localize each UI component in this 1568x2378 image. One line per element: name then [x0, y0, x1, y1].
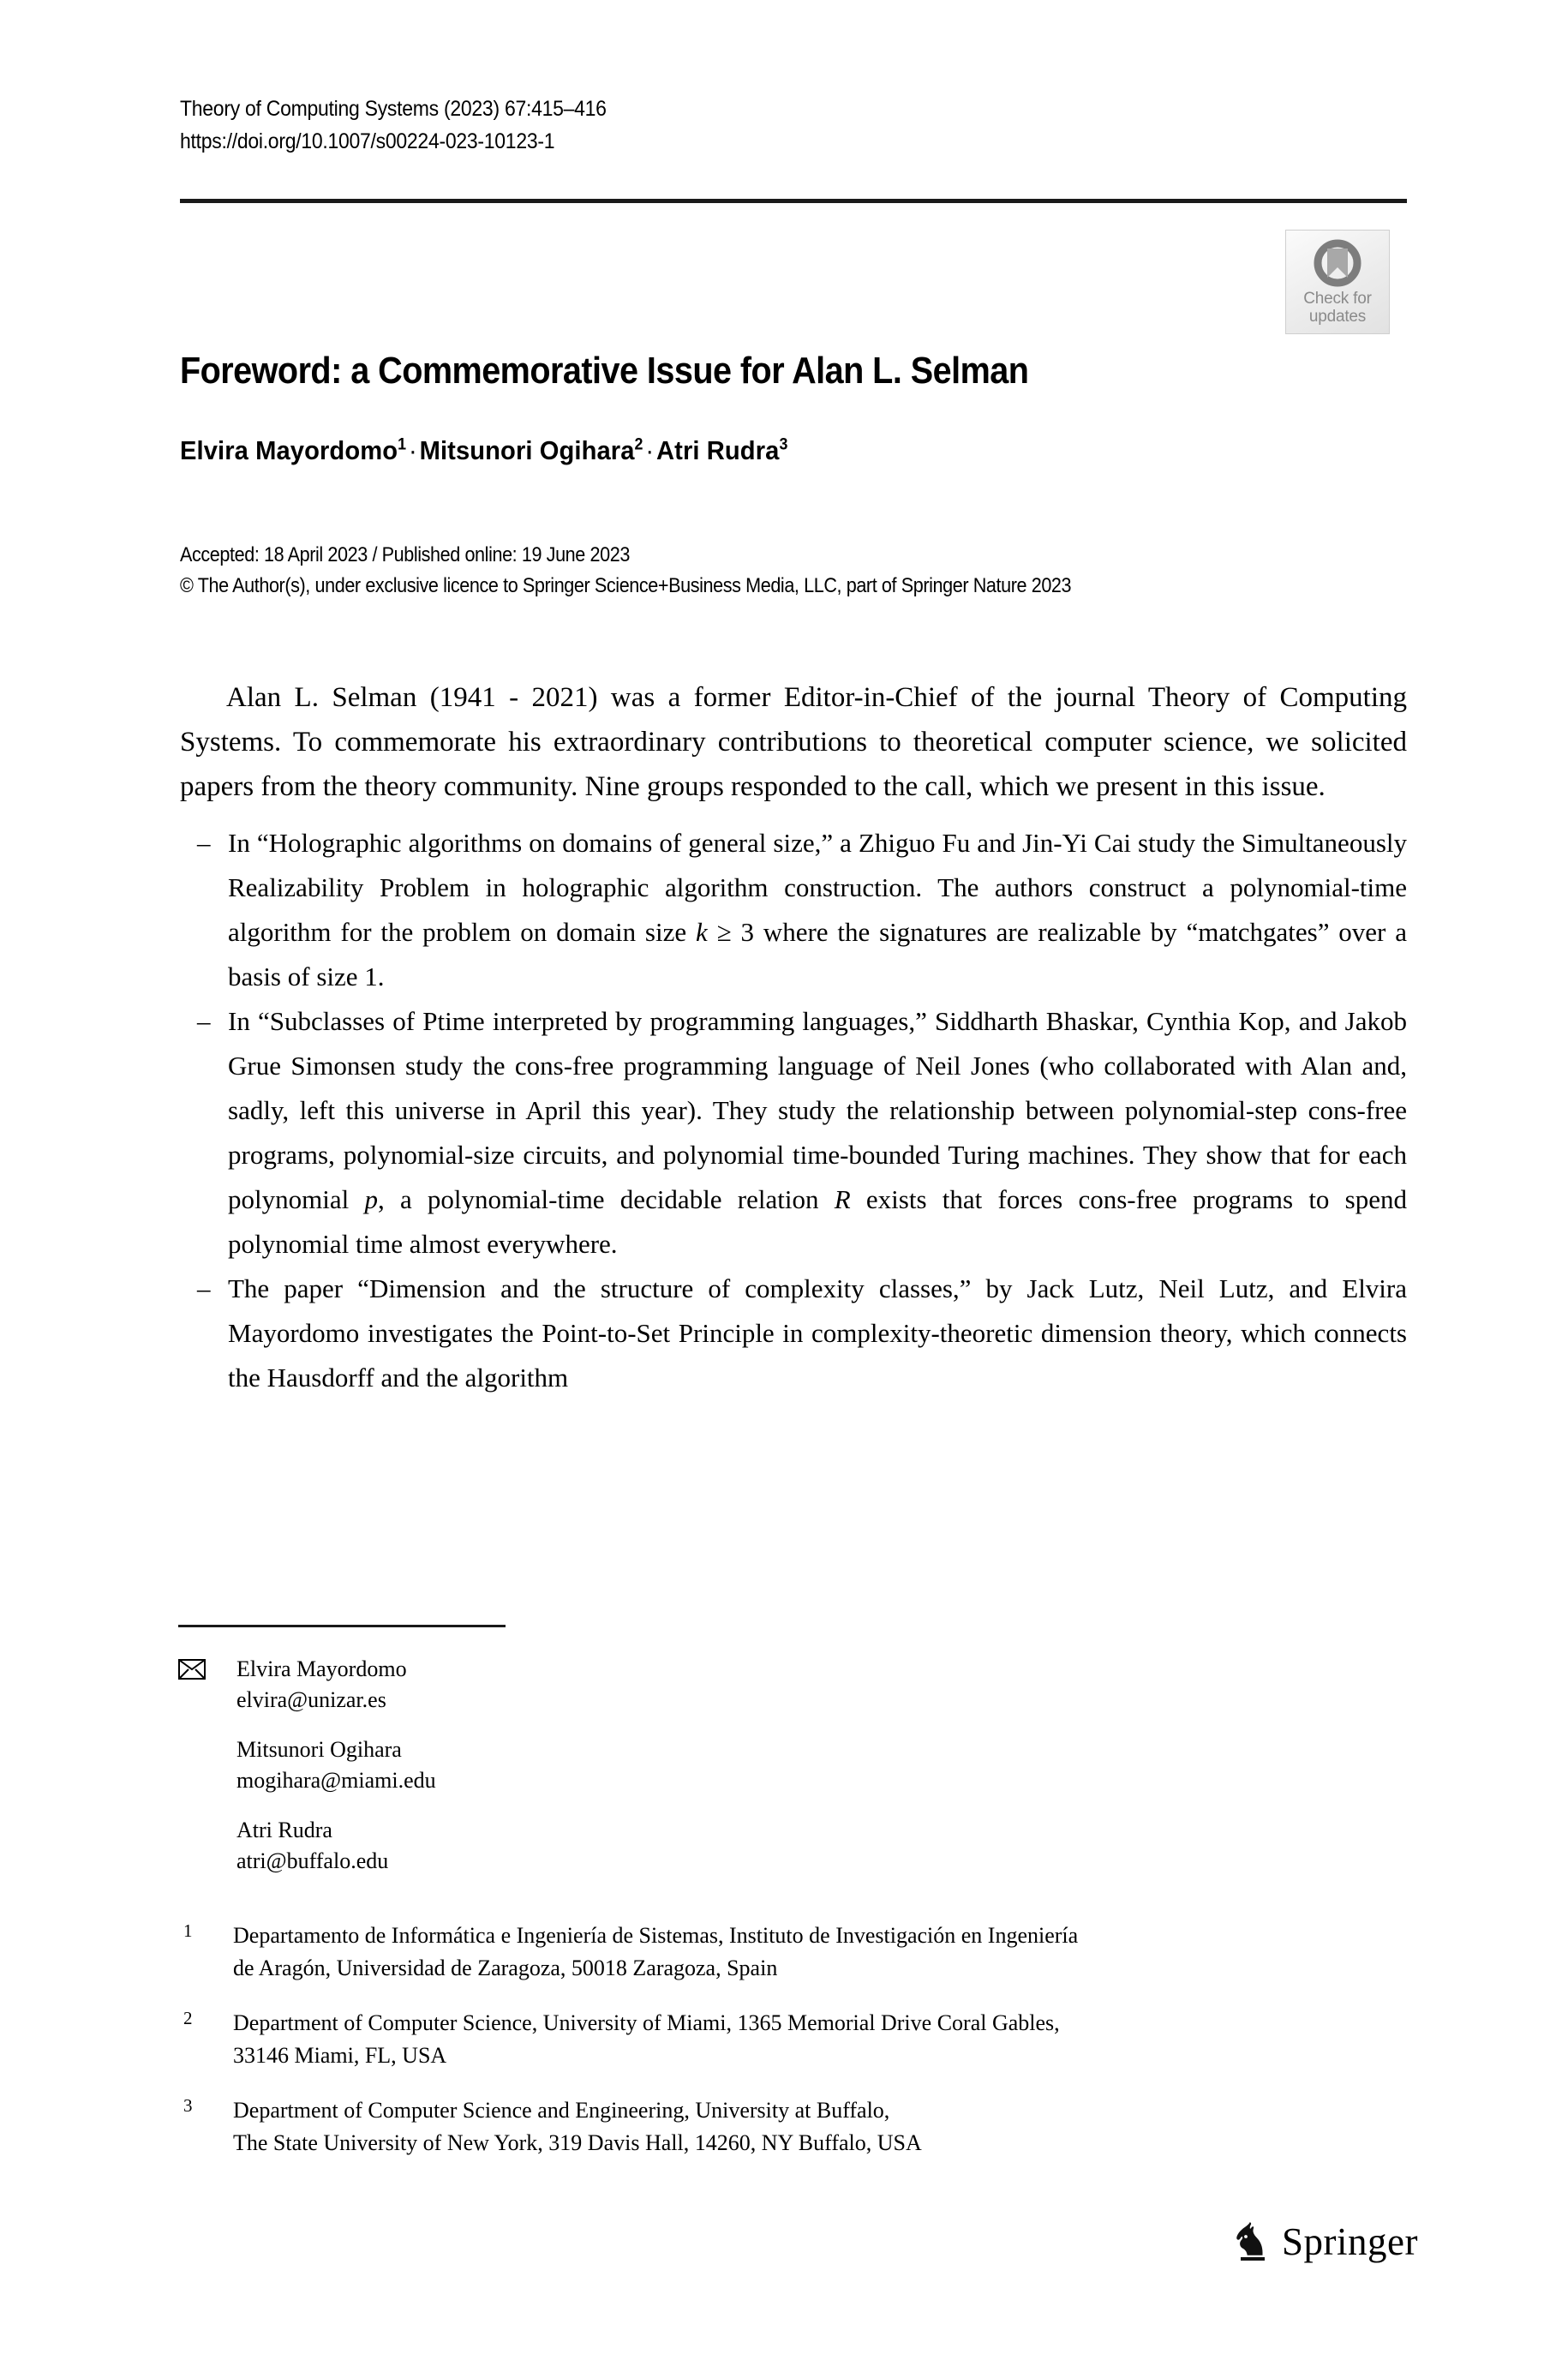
article-body: [180, 675, 1407, 1400]
math-symbol: p: [364, 1184, 378, 1214]
crossmark-line-2: updates: [1308, 308, 1367, 326]
affiliation-line: Department of Computer Science, University of Miami, 1365 Memorial Drive Coral Gables,: [233, 2010, 1060, 2035]
check-for-updates-badge[interactable]: [1285, 230, 1390, 334]
contact-name: Elvira Mayordomo: [236, 1656, 407, 1681]
affiliation-entry: [178, 2007, 1412, 2072]
publisher-logo: [1232, 2219, 1418, 2264]
affiliation-line: Departamento de Informática e Ingeniería de Sistemas, Instituto de Investigación en Ingeniería: [233, 1923, 1079, 1948]
crossmark-line-1: Check for: [1303, 290, 1372, 308]
list-item: [180, 821, 1407, 999]
intro-paragraph: Alan L. Selman (1941 - 2021) was a former Editor-in-Chief of the journal Theory of Computing Systems. To commemorate his extraordinary contributions to theoretical computer science, we solicited papers from the theory community. Nine groups responded to the call, which we present in this issue.: [180, 682, 1407, 802]
author-entry[interactable]: [656, 435, 787, 465]
header-divider-rule: [180, 199, 1407, 203]
math-symbol: R: [834, 1184, 851, 1214]
author-separator: ·: [645, 435, 655, 465]
journal-header: [180, 93, 1126, 158]
affiliation-entry: [178, 1920, 1412, 1985]
affiliation-line: 33146 Miami, FL, USA: [233, 2043, 447, 2068]
author-affiliation-marker: 2: [634, 435, 643, 454]
copyright-line: © The Author(s), under exclusive licence to Springer Science+Business Media, LLC, part of Springer Nature 2023: [180, 574, 1072, 597]
bullet-dash-icon: –: [197, 828, 211, 858]
bullet-dash-icon: –: [197, 1273, 211, 1303]
affiliation-number: 1: [183, 1920, 193, 1941]
author-name: Atri Rudra: [656, 435, 780, 465]
contact-entry: [178, 1734, 949, 1796]
page-title: Foreword: a Commemorative Issue for Alan L. Selman: [180, 350, 1029, 392]
bullet-dash-icon: –: [197, 1006, 211, 1036]
affiliation-line: Department of Computer Science and Engineering, University at Buffalo,: [233, 2098, 890, 2123]
affiliation-line: de Aragón, Universidad de Zaragoza, 50018 Zaragoza, Spain: [233, 1956, 778, 1980]
crossmark-bookmark-icon: [1313, 238, 1362, 288]
contact-name: Mitsunori Ogihara: [236, 1737, 402, 1762]
list-item-text-part1: In “Subclasses of Ptime interpreted by programming languages,” Siddharth Bhaskar, Cynthia Kop, and Jakob Grue Simonsen study the cons-free programming language of Neil Jones (who collaborated with Alan and, sadly, left this universe in April this year). They study the relationship between polynomial-step cons-free programs, polynomial-size circuits, and polynomial time-bounded Turing machines. They show that for each polynomial: [228, 1006, 1407, 1214]
list-item-text-part1: In “Holographic algorithms on domains of general size,” a Zhiguo Fu and Jin-Yi Cai study the Simultaneously Realizability Problem in holographic algorithm construction. The authors construct a polynomial-time algorithm for the problem on domain size: [228, 828, 1407, 947]
author-affiliation-marker: 1: [398, 435, 407, 454]
list-item-text-part1: The paper “Dimension and the structure of complexity classes,” by Jack Lutz, Neil Lutz, and Elvira Mayordomo investigates the Point-to-Set Principle in complexity-theoretic dimension theory, which connects the Hausdorff and the algorithm: [228, 1273, 1407, 1393]
doi-line[interactable]: https://doi.org/10.1007/s00224-023-10123-1: [180, 129, 555, 153]
publication-info: [180, 540, 1290, 602]
author-separator: ·: [408, 435, 417, 465]
author-entry[interactable]: [180, 435, 406, 465]
affiliation-line: The State University of New York, 319 Davis Hall, 14260, NY Buffalo, USA: [233, 2130, 922, 2155]
author-list: [180, 434, 1260, 468]
paper-summary-list: [180, 821, 1407, 1400]
list-item-text-part2: ≥ 3 where the signatures are realizable by “matchgates” over a basis of size 1.: [228, 917, 1407, 991]
springer-knight-icon: [1232, 2219, 1273, 2264]
affiliation-number: 3: [183, 2095, 193, 2116]
list-item-text-part2: , a polynomial-time decidable relation: [377, 1184, 835, 1214]
author-affiliation-marker: 3: [779, 435, 788, 454]
contact-entry: [178, 1815, 949, 1877]
footnote-divider-rule: [178, 1625, 506, 1627]
journal-citation-line: Theory of Computing Systems (2023) 67:415–416: [180, 97, 607, 121]
publisher-name: Springer: [1282, 2220, 1418, 2263]
author-name: Elvira Mayordomo: [180, 435, 398, 465]
list-item: [180, 999, 1407, 1267]
affiliation-entry: [178, 2094, 1412, 2159]
contact-email[interactable]: elvira@unizar.es: [236, 1687, 386, 1712]
author-name: Mitsunori Ogihara: [419, 435, 635, 465]
accepted-line: Accepted: 18 April 2023 / Published online: 19 June 2023: [180, 543, 630, 566]
list-item: [180, 1267, 1407, 1400]
check-for-updates-label: [1303, 290, 1372, 326]
affiliations-block: [178, 1920, 1412, 2182]
contact-entry: [178, 1654, 949, 1716]
contact-email[interactable]: mogihara@miami.edu: [236, 1768, 436, 1793]
contact-name: Atri Rudra: [236, 1818, 332, 1842]
contact-email[interactable]: atri@buffalo.edu: [236, 1848, 389, 1873]
math-symbol: k: [695, 917, 708, 947]
correspondence-block: [178, 1654, 949, 1896]
envelope-icon: [178, 1657, 206, 1678]
author-entry[interactable]: [420, 435, 643, 465]
affiliation-number: 2: [183, 2008, 193, 2028]
list-item-text-part3: exists that forces cons-free programs to spend polynomial time almost everywhere.: [228, 1184, 1407, 1259]
